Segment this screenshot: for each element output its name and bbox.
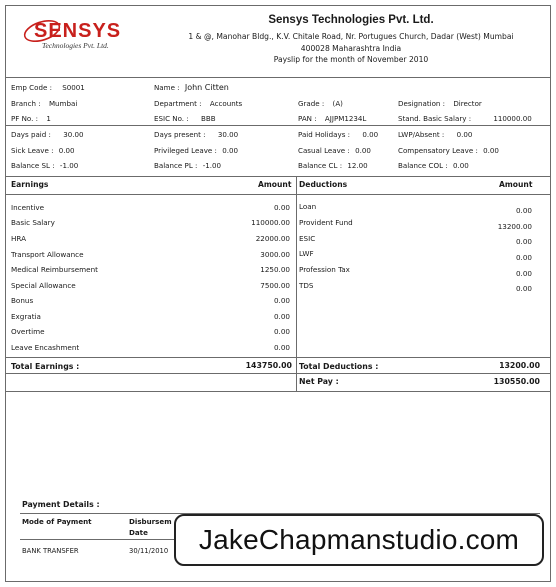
balance-pl-value: -1.00 [202,161,222,170]
sick-leave-value: 0.00 [58,146,75,155]
designation-label: Designation : [398,99,446,108]
list-item-amount: 0.00 [515,237,532,246]
payment-details-title: Payment Details : [22,500,100,509]
pan-field [298,114,366,123]
list-item: Transport Allowance [11,250,84,259]
list-item-amount: 0.00 [515,269,532,278]
company-name: Sensys Technologies Pvt. Ltd. [268,14,434,26]
lwp-value: 0.00 [456,130,473,139]
list-item-amount: 0.00 [273,203,290,212]
divider [6,176,550,177]
privileged-leave-value: 0.00 [222,146,238,155]
esic-label: ESIC No. : [154,114,189,123]
logo-brand-text: SENSYS [34,20,122,42]
paid-holidays-label: Paid Holidays : [298,130,351,139]
list-item: Provident Fund [299,218,353,227]
deductions-amount-header: Amount [499,180,533,189]
payslip-header [6,6,550,78]
balance-sl-field [11,161,78,170]
department-label: Department : [154,99,202,108]
company-logo [20,14,160,54]
divider [6,373,550,374]
department-field [154,99,242,108]
list-item: LWF [299,249,314,258]
casual-leave-field [298,146,371,155]
list-item-amount: 0.00 [515,284,532,293]
days-paid-value: 30.00 [63,130,84,139]
total-deductions-value: 13200.00 [499,361,540,370]
company-address-line-1: 1 & @, Manohar Bldg., K.V. Chitale Road, Nr. Portugues Church, Dadar (West) Mumbai [188,32,514,41]
list-item-amount: 0.00 [515,253,532,262]
list-item: Loan [299,202,317,211]
sick-leave-field [11,146,75,155]
list-item-amount: 0.00 [273,327,290,336]
payment-date-header-line-1: Disbursem [129,517,172,526]
list-item: Incentive [11,203,45,212]
emp-code-label: Emp Code : [11,83,52,92]
department-value: Accounts [209,99,243,108]
balance-cl-value: 12.00 [347,161,368,170]
list-item-amount: 1250.00 [260,265,290,274]
balance-col-label: Balance COL : [398,161,448,170]
total-earnings-value: 143750.00 [245,361,292,370]
comp-leave-field [398,146,499,155]
balance-cl-label: Balance CL : [298,161,343,170]
list-item: HRA [11,234,27,243]
net-pay-label: Net Pay : [299,377,339,386]
list-item-amount: 7500.00 [260,281,290,290]
paid-holidays-field [298,130,378,139]
divider [6,391,550,392]
list-item: Overtime [11,327,45,336]
list-item: ESIC [299,234,316,243]
comp-leave-label: Compensatory Leave : [398,146,478,155]
days-paid-field [11,130,84,139]
days-paid-label: Days paid : [11,130,51,139]
balance-col-value: 0.00 [452,161,469,170]
watermark-banner [174,514,544,566]
lwp-label: LWP/Absent : [398,130,445,139]
balance-pl-label: Balance PL : [154,161,198,170]
balance-sl-label: Balance SL : [11,161,55,170]
earnings-amount-header: Amount [258,180,292,189]
days-present-label: Days present : [154,130,206,139]
emp-code-value: S0001 [62,83,85,92]
list-item-amount: 0.00 [515,206,532,215]
days-present-field [154,130,238,139]
esic-value: BBB [200,114,216,123]
casual-leave-value: 0.00 [355,146,371,155]
balance-pl-field [154,161,221,170]
column-divider [296,176,297,392]
emp-name-field [154,83,229,92]
company-block [166,14,536,66]
watermark-text: JakeChapmanstudio.com [198,524,520,555]
balance-sl-value: -1.00 [59,161,79,170]
pan-value: AJJPM1234L [324,114,367,123]
pan-label: PAN : [298,114,317,123]
sick-leave-label: Sick Leave : [11,146,54,155]
total-deductions-label: Total Deductions : [299,362,379,371]
list-item: Profession Tax [299,265,350,274]
list-item-amount: 22000.00 [255,234,290,243]
list-item-amount: 0.00 [273,296,290,305]
list-item-amount: 3000.00 [260,250,290,259]
total-earnings-label: Total Earnings : [11,362,80,371]
list-item: Leave Encashment [11,343,80,352]
balance-col-field [398,161,469,170]
list-item-amount: 13200.00 [497,222,532,231]
payment-date-header-line-2: Date [129,528,148,537]
grade-field [298,99,343,108]
pf-value: 1 [46,114,51,123]
grade-label: Grade : [298,99,325,108]
designation-field [398,99,482,108]
balance-cl-field [298,161,368,170]
list-item-amount: 0.00 [273,343,290,352]
designation-value: Director [453,99,482,108]
net-pay-value: 130550.00 [493,377,540,386]
list-item: TDS [299,281,314,290]
list-item: Special Allowance [11,281,76,290]
emp-name-label: Name : [154,83,180,92]
divider [6,194,550,195]
list-item-amount: 110000.00 [251,218,290,227]
sensys-logo-icon [20,14,160,54]
paid-holidays-value: 0.00 [362,130,379,139]
payment-mode-value: BANK TRANSFER [22,547,79,555]
divider [6,357,550,358]
deductions-header: Deductions [299,180,348,189]
basic-salary-field [398,114,532,123]
divider [6,125,550,126]
list-item: Basic Salary [11,218,55,227]
branch-label: Branch : [11,99,41,108]
pf-field [11,114,51,123]
basic-salary-label: Stand. Basic Salary : [398,114,472,123]
privileged-leave-field [154,146,238,155]
logo-tagline-text: Technologies Pvt. Ltd. [42,41,109,50]
pf-label: PF No. : [11,114,39,123]
list-item-amount: 0.00 [273,312,290,321]
comp-leave-value: 0.00 [483,146,499,155]
privileged-leave-label: Privileged Leave : [154,146,217,155]
payment-mode-header: Mode of Payment [22,517,92,526]
esic-field [154,114,216,123]
branch-field [11,99,77,108]
earnings-header: Earnings [11,180,49,189]
payslip-title: Payslip for the month of November 2010 [273,55,429,64]
list-item: Exgratia [11,312,41,321]
list-item: Bonus [11,296,34,305]
company-address-line-2: 400028 Maharashtra India [300,43,402,53]
list-item: Medical Reimbursement [11,265,98,274]
payment-date-value: 30/11/2010 [129,547,169,555]
days-present-value: 30.00 [217,130,239,139]
grade-value: (A) [332,99,343,108]
branch-value: Mumbai [48,99,78,108]
basic-salary-value: 110000.00 [493,114,532,123]
lwp-field [398,130,472,139]
payslip-page [5,5,551,582]
emp-code-field [11,83,85,92]
emp-name-value: John Citten [184,83,229,92]
casual-leave-label: Casual Leave : [298,146,350,155]
